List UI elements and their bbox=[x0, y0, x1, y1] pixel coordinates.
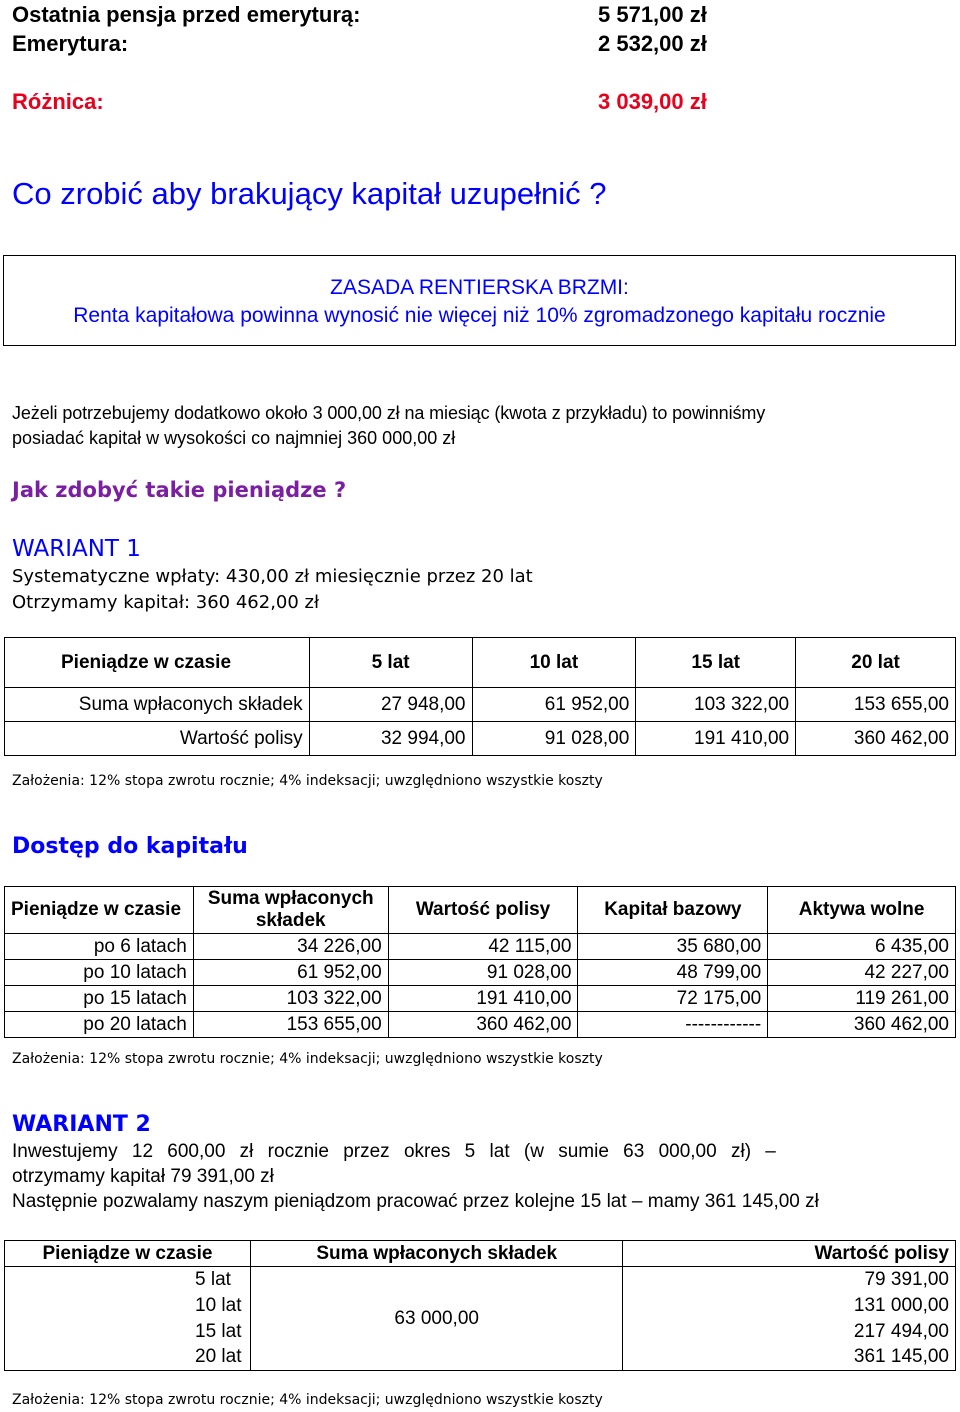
table-row bbox=[5, 986, 956, 1012]
table-header: Aktywa wolne bbox=[768, 887, 956, 934]
table-header: 5 lat bbox=[309, 638, 472, 688]
table-cell: po 20 latach bbox=[5, 1012, 194, 1038]
table-header-row bbox=[5, 1241, 956, 1267]
table-cell: 10 lat bbox=[5, 1293, 251, 1319]
difference-label: Różnica: bbox=[12, 89, 104, 114]
table-cell: 27 948,00 bbox=[309, 688, 472, 722]
table-cell: 91 028,00 bbox=[388, 960, 578, 986]
variant1-title: WARIANT 1 bbox=[12, 536, 141, 562]
table-cell: 131 000,00 bbox=[623, 1293, 956, 1319]
last-salary-value: 5 571,00 zł bbox=[598, 2, 707, 27]
variant1-table bbox=[4, 637, 956, 756]
table-cell: 42 227,00 bbox=[768, 960, 956, 986]
pension-value: 2 532,00 zł bbox=[598, 31, 707, 56]
table-header: Wartość polisy bbox=[623, 1241, 956, 1267]
table-header: Suma wpłaconych składek bbox=[193, 887, 388, 934]
table-cell: 79 391,00 bbox=[623, 1267, 956, 1293]
table-cell: 5 lat bbox=[5, 1267, 251, 1293]
table-cell: 6 435,00 bbox=[768, 934, 956, 960]
table-header: Suma wpłaconych składek bbox=[250, 1241, 623, 1267]
access-title: Dostęp do kapitału bbox=[12, 834, 248, 859]
last-salary-label: Ostatnia pensja przed emeryturą: bbox=[12, 2, 361, 27]
variant1-line-2: Otrzymamy kapitał: 360 462,00 zł bbox=[12, 592, 320, 613]
table-cell: 32 994,00 bbox=[309, 722, 472, 756]
table-cell: 119 261,00 bbox=[768, 986, 956, 1012]
table-row bbox=[5, 934, 956, 960]
variant1-note: Założenia: 12% stopa zwrotu rocznie; 4% indeksacji; uwzględniono wszystkie koszty bbox=[12, 773, 603, 789]
table-cell: Wartość polisy bbox=[5, 722, 310, 756]
variant2-line-2: otrzymamy kapitał 79 391,00 zł bbox=[12, 1166, 274, 1187]
access-table bbox=[4, 886, 956, 1038]
table-row bbox=[5, 960, 956, 986]
table-header: Wartość polisy bbox=[388, 887, 578, 934]
table-cell: 153 655,00 bbox=[796, 688, 956, 722]
table-cell: 191 410,00 bbox=[636, 722, 796, 756]
table-row bbox=[5, 722, 956, 756]
table-cell: 103 322,00 bbox=[193, 986, 388, 1012]
table-cell: 48 799,00 bbox=[578, 960, 768, 986]
rule-box bbox=[3, 255, 956, 346]
table-cell: 217 494,00 bbox=[623, 1319, 956, 1345]
table-cell: 91 028,00 bbox=[472, 722, 636, 756]
table-cell: 360 462,00 bbox=[388, 1012, 578, 1038]
access-note: Założenia: 12% stopa zwrotu rocznie; 4% indeksacji; uwzględniono wszystkie koszty bbox=[12, 1051, 603, 1067]
intro-line-2: posiadać kapitał w wysokości co najmniej 360 000,00 zł bbox=[12, 428, 456, 448]
table-header: 15 lat bbox=[636, 638, 796, 688]
table-header-row bbox=[5, 887, 956, 934]
table-cell: 153 655,00 bbox=[193, 1012, 388, 1038]
variant2-table bbox=[4, 1240, 956, 1371]
table-cell: 191 410,00 bbox=[388, 986, 578, 1012]
table-row bbox=[5, 1012, 956, 1038]
table-header: 10 lat bbox=[472, 638, 636, 688]
table-cell: 20 lat bbox=[5, 1345, 251, 1371]
table-cell: 103 322,00 bbox=[636, 688, 796, 722]
table-cell: 360 462,00 bbox=[768, 1012, 956, 1038]
table-header-row bbox=[5, 638, 956, 688]
variant2-line-1: Inwestujemy 12 600,00 zł rocznie przez okres 5 lat (w sumie 63 000,00 zł) – bbox=[12, 1141, 776, 1162]
rule-title: ZASADA RENTIERSKA BRZMI: bbox=[330, 276, 629, 299]
table-header: Pieniądze w czasie bbox=[5, 638, 310, 688]
table-row bbox=[5, 688, 956, 722]
table-cell: 61 952,00 bbox=[193, 960, 388, 986]
rule-text: Renta kapitałowa powinna wynosić nie więcej niż 10% zgromadzonego kapitału rocznie bbox=[73, 304, 886, 327]
how-question: Jak zdobyć takie pieniądze ? bbox=[12, 478, 347, 502]
variant1-line-1: Systematyczne wpłaty: 430,00 zł miesięcznie przez 20 lat bbox=[12, 566, 533, 587]
table-cell: po 10 latach bbox=[5, 960, 194, 986]
table-header: 20 lat bbox=[796, 638, 956, 688]
table-cell: 361 145,00 bbox=[623, 1345, 956, 1371]
table-row bbox=[5, 1267, 956, 1293]
table-cell: 42 115,00 bbox=[388, 934, 578, 960]
table-header: Kapitał bazowy bbox=[578, 887, 768, 934]
main-question: Co zrobić aby brakujący kapitał uzupełnić ? bbox=[12, 176, 607, 211]
intro-line-1: Jeżeli potrzebujemy dodatkowo około 3 000,00 zł na miesiąc (kwota z przykładu) to powinniśmy bbox=[12, 403, 766, 423]
variant2-note: Założenia: 12% stopa zwrotu rocznie; 4% indeksacji; uwzględniono wszystkie koszty bbox=[12, 1392, 603, 1408]
table-header: Pieniądze w czasie bbox=[5, 1241, 251, 1267]
table-cell: 35 680,00 bbox=[578, 934, 768, 960]
variant2-line-3: Następnie pozwalamy naszym pieniądzom pracować przez kolejne 15 lat – mamy 361 145,00 zł bbox=[12, 1191, 819, 1212]
table-cell: Suma wpłaconych składek bbox=[5, 688, 310, 722]
table-cell: 72 175,00 bbox=[578, 986, 768, 1012]
table-cell: 34 226,00 bbox=[193, 934, 388, 960]
table-cell: 360 462,00 bbox=[796, 722, 956, 756]
variant2-title: WARIANT 2 bbox=[12, 1112, 151, 1137]
table-cell: 15 lat bbox=[5, 1319, 251, 1345]
table-cell: po 15 latach bbox=[5, 986, 194, 1012]
difference-value: 3 039,00 zł bbox=[598, 89, 707, 114]
table-cell: po 6 latach bbox=[5, 934, 194, 960]
table-cell: 61 952,00 bbox=[472, 688, 636, 722]
pension-label: Emerytura: bbox=[12, 31, 129, 56]
table-cell-paid-total: 63 000,00 bbox=[250, 1267, 623, 1371]
table-header: Pieniądze w czasie bbox=[5, 887, 194, 934]
table-cell: ------------ bbox=[578, 1012, 768, 1038]
